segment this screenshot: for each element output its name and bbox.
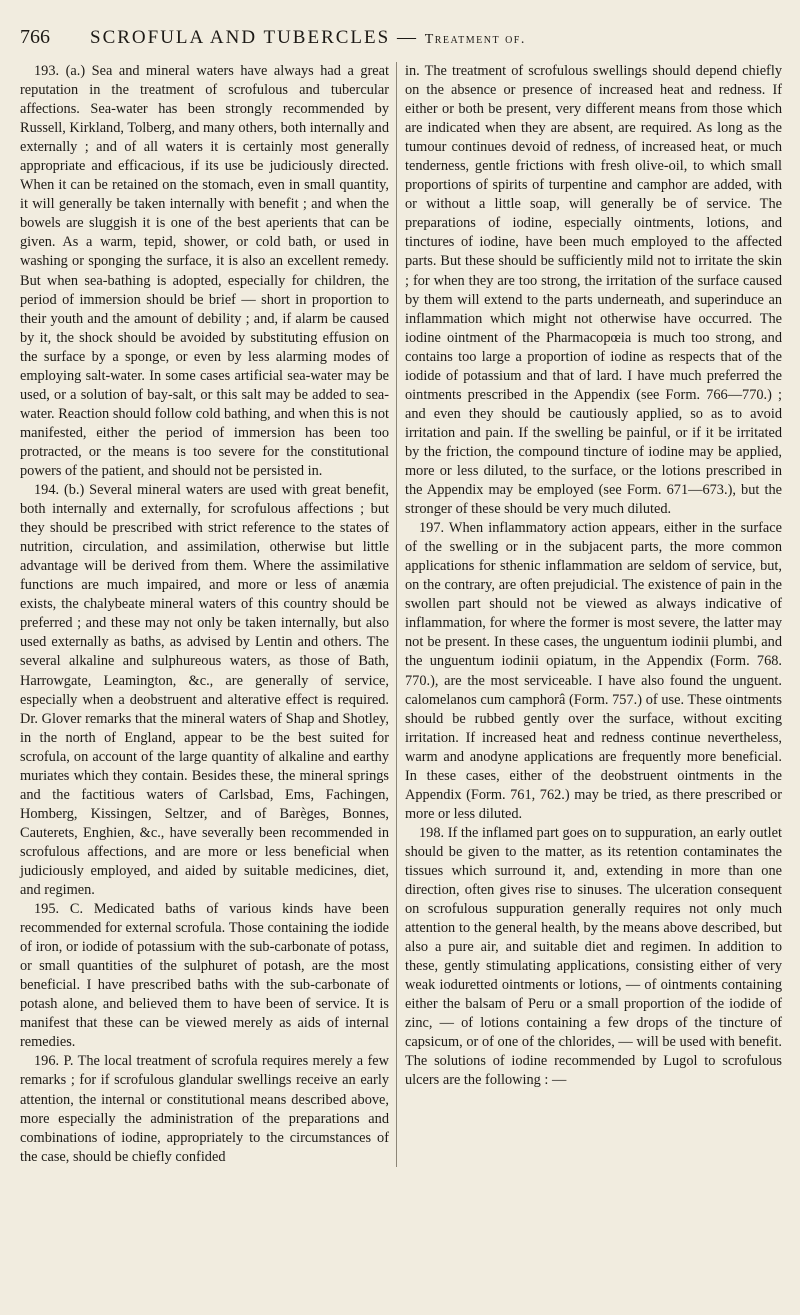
running-title-sub: Treatment of. xyxy=(424,32,526,47)
paragraph-193: 193. (a.) Sea and mineral waters have always had a great reputation in the treatment of scrofulous and tubercular affections. Sea-water has been strongly recommended by Russell, Kirkland, Tolberg, and many others, both internally and externally ; and of all waters it is certainly most generally appropriate and efficacious, if its use be judiciously directed. When it can be retained on the stomach, even in small quantity, it will generally be taken internally with benefit ; and when the bowels are sluggish it is one of the best aperients that can be given. As a warm, tepid, shower, or cold bath, or used in washing or sponging the surface, it is also an excellent remedy. But when sea-bathing is adopted, especially for children, the period of immersion should be brief — short in proportion to their youth and the amount of debility ; and, if alarm be caused by it, the shock should be avoided by substituting effusion on the surface by a sponge, or even by less alarming modes of employing salt-water. In some cases artificial sea-water may be used, or a solution of bay-salt, or this salt may be added to sea-water. Reaction should follow cold bathing, and when this is not manifested, either the period of immersion has been too protracted, or the means is too severe for the constitutional powers of the patient, and should not be persisted in. xyxy=(20,63,389,479)
page-number: 766 xyxy=(20,26,50,48)
running-head xyxy=(20,26,782,56)
running-title xyxy=(90,27,782,49)
paragraph-194: 194. (b.) Several mineral waters are used with great benefit, both internally and externally, for scrofulous affections ; but they should be prescribed with strict reference to the states of nutrition, circulation, and assimilation, otherwise but little advantage will be derived from them. Where the assimilative functions are much impaired, and more or less of anæmia exists, the chalybeate mineral waters of this country should be preferred ; and these may not only be taken internally, but also used externally as baths, as advised by Lentin and others. The several alkaline and sulphureous waters, as those of Bath, Harrowgate, Leamington, &c., are generally of service, especially when a deobstruent and alterative effect is required. Dr. Glover remarks that the mineral waters of Shap and Shotley, in the north of England, appear to be the best suited for scrofula, on account of the large quantity of alkaline and earthy muriates which they contain. Besides these, the mineral springs and the factitious waters of Carlsbad, Ems, Fachingen, Homberg, Kissingen, Seltzer, and of Barèges, Bonnes, Cauterets, Enghien, &c., have severally been recommended in scrofulous affections, and are more or less beneficial when judiciously employed, and aided by suitable medicines, diet, and regimen. xyxy=(20,482,389,899)
left-column xyxy=(20,62,397,1167)
paragraph-196-continued: in. The treatment of scrofulous swellings should depend chiefly on the absence or presence of increased heat and redness. If either or both be present, very different means from those which are indicated when they are absent, are required. As long as the tumour continues devoid of redness, of increased heat, or much tenderness, gentle frictions with fresh olive-oil, to which small proportions of spirits of turpentine and camphor are added, with or without a little soap, will generally be of service. The preparations of iodine, especially ointments, lotions, and tinctures of iodine, have been much employed to the affected parts. But these should be sufficiently mild not to irritate the skin ; for when they are too strong, the irritation of the surface caused by them will extend to the parts underneath, and superinduce an inflammation which might not otherwise have occurred. The iodine ointment of the Pharmacopœia is much too strong, and contains too large a proportion of iodine as respects that of the iodide of potassium and that of lard. I have much preferred the ointments prescribed in the Appendix (see Form. 766—770.) ; and even they should be cautiously applied, so as to avoid irritation and pain. If the swelling be painful, or if it be irritated by the friction, the compound tincture of iodine may be applied, more or less diluted, to the surface, or the lotions prescribed in the Appendix may be employed (see Form. 671—673.), but the stronger of these should be very much diluted. xyxy=(405,63,782,518)
right-column xyxy=(397,62,782,1167)
paragraph-198: 198. If the inflamed part goes on to suppuration, an early outlet should be given to the matter, as its retention contaminates the tissues which surround it, and, extending in more than one direction, often gives rise to sinuses. The ulceration consequent on scrofulous suppuration generally requires not only much attention to the general health, by the means above described, but also a pure air, and suitable diet and regimen. In addition to these, gently stimulating applications, consisting either of very weak ioduretted ointments or lotions, — of ointments containing either the balsam of Peru or a small proportion of the iodide of zinc, — of lotions containing a few drops of the tincture of capsicum, or of one of the chlorides, — will be used with benefit. The solutions of iodine recommended by Lugol to scrofulous ulcers are the following : — xyxy=(405,824,782,1089)
paragraph-197: 197. When inflammatory action appears, either in the surface of the swelling or in the subjacent parts, the more common applications for sthenic inflammation are seldom of service, but, on the contrary, are often prejudicial. The existence of pain in the swollen part should not be viewed as always indicative of inflammation, for where the former is most severe, the latter may not be present. In these cases, the unguentum iodinii plumbi, and the unguentum iodinii opiatum, in the Appendix (Form. 768. 770.), are the most serviceable. I have also found the unguent. calomelanos cum camphorâ (Form. 757.) of use. These ointments should be rubbed gently over the surface, without exciting irritation. If increased heat and redness continue nevertheless, warm and anodyne applications are frequently more beneficial. In these cases, either of the deobstruent ointments in the Appendix (Form. 761, 762.) may be tried, as there prescribed or more or less diluted. xyxy=(405,520,782,822)
paragraph-195: 195. C. Medicated baths of various kinds have been recommended for external scrofula. Those containing the iodide of iron, or iodide of potassium with the sub-carbonate of potass, or small quantities of the sulphuret of potash, are the most beneficial. I have prescribed baths with the sub-carbonate of potash alone, and believed them to have been of service. It is manifest that these can be viewed merely as aids of internal remedies. xyxy=(20,901,389,1051)
text-columns xyxy=(20,62,782,1167)
paragraph-196: 196. P. The local treatment of scrofula requires merely a few remarks ; for if scrofulous glandular swellings receive an early attention, the internal or constitutional means described above, more especially the administration of the preparations and combinations of iodine, appropriately to the circumstances of the case, should be chiefly confided xyxy=(20,1053,389,1165)
running-title-main: SCROFULA AND TUBERCLES — xyxy=(90,27,425,48)
